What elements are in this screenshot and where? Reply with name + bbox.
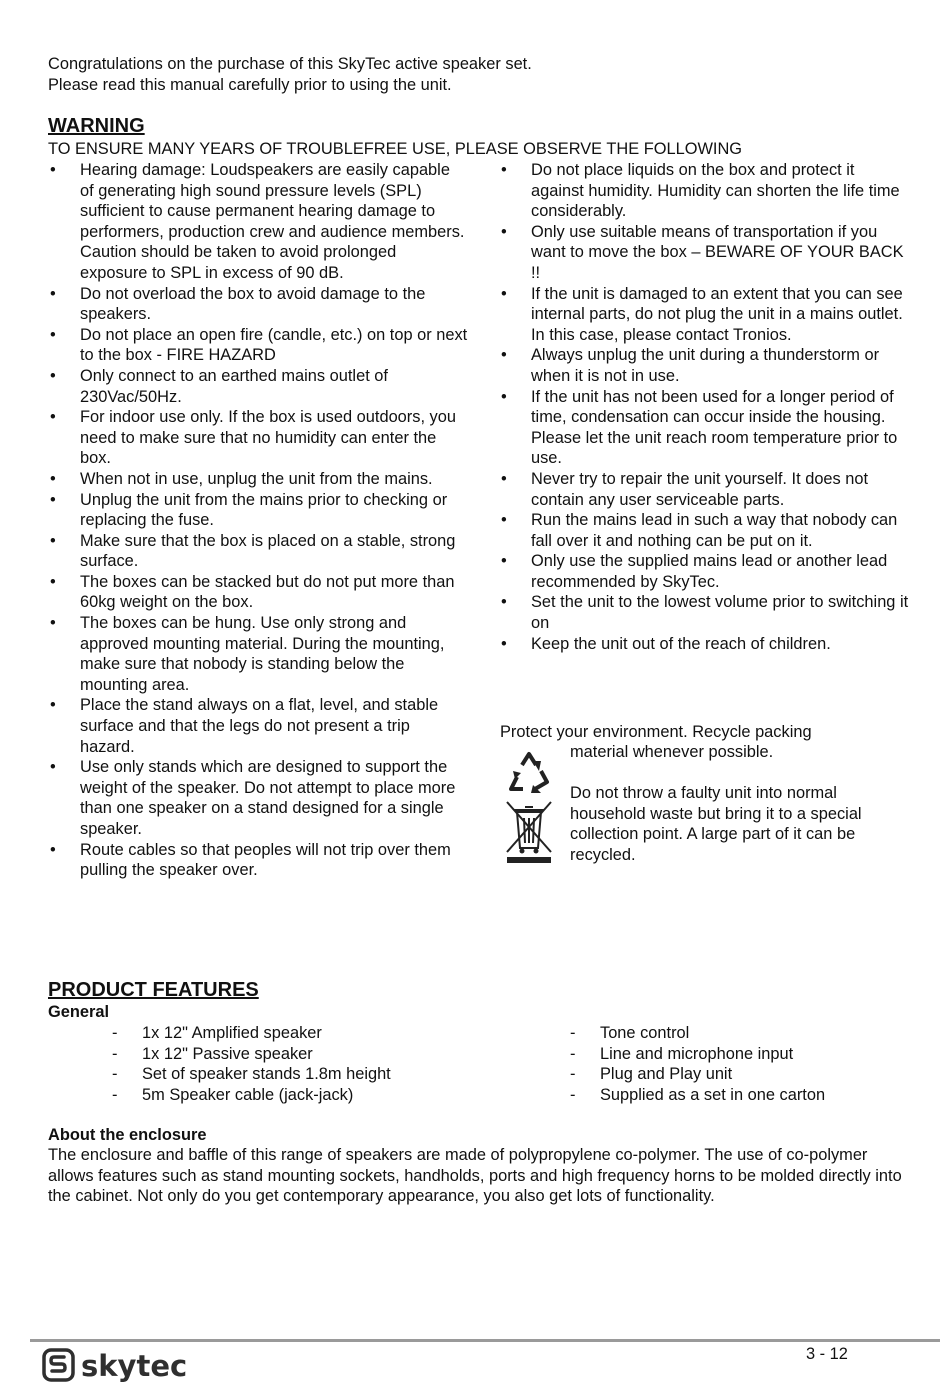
warning-item: • The boxes can be stacked but do not put more than 60kg weight on the box. xyxy=(48,572,468,613)
warning-item: • Do not overload the box to avoid damage to the speakers. xyxy=(48,284,468,325)
intro-line-1: Congratulations on the purchase of this SkyTec active speaker set. xyxy=(48,55,532,73)
warning-item: • Do not place liquids on the box and protect it against humidity. Humidity can shorten the life time considerably. xyxy=(499,160,909,222)
features-heading: PRODUCT FEATURES xyxy=(48,979,259,1001)
warning-item: • Run the mains lead in such a way that nobody can fall over it and nothing can be put on it. xyxy=(499,510,909,551)
warning-item: • Hearing damage: Loudspeakers are easily capable of generating high sound pressure levels (SPL) sufficient to cause permanent hearing damage to performers, production crew and audience members. Caution should be taken to avoid prolonged exposure to SPL in excess of 90 dB. xyxy=(48,160,468,284)
warning-subheading: TO ENSURE MANY YEARS OF TROUBLEFREE USE, PLEASE OBSERVE THE FOLLOWING xyxy=(48,140,743,158)
warning-item: • Set the unit to the lowest volume prior to switching it on xyxy=(499,592,909,633)
enclosure-text: The enclosure and baffle of this range of speakers are made of polypropylene co-polymer. The use of co-polymer allows features such as stand mounting sockets, handholds, ports and high frequency horns to be molded directly into the cabinet. Not only do you get contemporary appearance, you also get lots of functionality. xyxy=(48,1146,902,1206)
warning-item: • Unplug the unit from the mains prior to checking or replacing the fuse. xyxy=(48,490,468,531)
warning-item: • For indoor use only. If the box is used outdoors, you need to make sure that no humidity can enter the box. xyxy=(48,407,468,469)
feature-item: - 1x 12" Passive speaker xyxy=(112,1044,512,1065)
warning-item: • Only use suitable means of transportation if you want to move the box – BEWARE OF YOUR BACK !! xyxy=(499,222,909,284)
intro xyxy=(48,54,532,95)
warning-heading: WARNING xyxy=(48,115,145,137)
crossed-bin-icon xyxy=(503,798,555,864)
feature-item: - 1x 12" Amplified speaker xyxy=(112,1023,512,1044)
warning-item: • Keep the unit out of the reach of children. xyxy=(499,634,909,655)
page-number: 3 - 12 xyxy=(806,1345,848,1363)
skytec-logo xyxy=(42,1347,192,1383)
feature-item: - Tone control xyxy=(570,1023,910,1044)
feature-item: - Line and microphone input xyxy=(570,1044,910,1065)
warning-item: • Do not place an open fire (candle, etc.) on top or next to the box - FIRE HAZARD xyxy=(48,325,468,366)
features-list-right xyxy=(570,1023,910,1105)
intro-line-2: Please read this manual carefully prior to using the unit. xyxy=(48,75,452,94)
feature-item: - Set of speaker stands 1.8m height xyxy=(112,1064,512,1085)
warning-item: • Only use the supplied mains lead or another lead recommended by SkyTec. xyxy=(499,551,909,592)
feature-item: - Plug and Play unit xyxy=(570,1064,910,1085)
feature-item: - 5m Speaker cable (jack-jack) xyxy=(112,1085,512,1106)
warning-item: • Place the stand always on a flat, level, and stable surface and that the legs do not present a trip hazard. xyxy=(48,695,468,757)
warning-item: • When not in use, unplug the unit from the mains. xyxy=(48,469,468,490)
disposal-text: Do not throw a faulty unit into normal household waste but bring it to a special collection point. A large part of it can be recycled. xyxy=(570,784,862,864)
warning-list-left xyxy=(48,160,468,881)
footer-rule xyxy=(30,1339,940,1342)
warning-item: • Make sure that the box is placed on a stable, strong surface. xyxy=(48,531,468,572)
warning-item: • Never try to repair the unit yourself. It does not contain any user serviceable parts. xyxy=(499,469,909,510)
environment-line-1: Protect your environment. Recycle packing xyxy=(500,723,812,741)
general-heading: General xyxy=(48,1003,110,1021)
feature-item: - Supplied as a set in one carton xyxy=(570,1085,910,1106)
recycle-icon xyxy=(505,749,553,795)
warning-item: • The boxes can be hung. Use only strong and approved mounting material. During the mounting, make sure that nobody is standing below the mounting area. xyxy=(48,613,468,695)
warning-item: • Use only stands which are designed to support the weight of the speaker. Do not attempt to place more than one speaker on a stand designed for a single speaker. xyxy=(48,757,468,839)
warning-item: • Always unplug the unit during a thunderstorm or when it is not in use. xyxy=(499,345,909,386)
environment-line-2: material whenever possible. xyxy=(570,743,774,761)
warning-item: • Route cables so that peoples will not trip over them pulling the speaker over. xyxy=(48,840,468,881)
features-list-left xyxy=(112,1023,512,1105)
logo-wordmark: skytec xyxy=(81,1349,188,1383)
enclosure-heading: About the enclosure xyxy=(48,1126,207,1144)
warning-item: • If the unit has not been used for a longer period of time, condensation can occur inside the housing. Please let the unit reach room temperature prior to use. xyxy=(499,387,909,469)
warning-item: • If the unit is damaged to an extent that you can see internal parts, do not plug the unit in a mains outlet. In this case, please contact Tronios. xyxy=(499,284,909,346)
warning-item: • Only connect to an earthed mains outlet of 230Vac/50Hz. xyxy=(48,366,468,407)
warning-list-right xyxy=(499,160,909,654)
